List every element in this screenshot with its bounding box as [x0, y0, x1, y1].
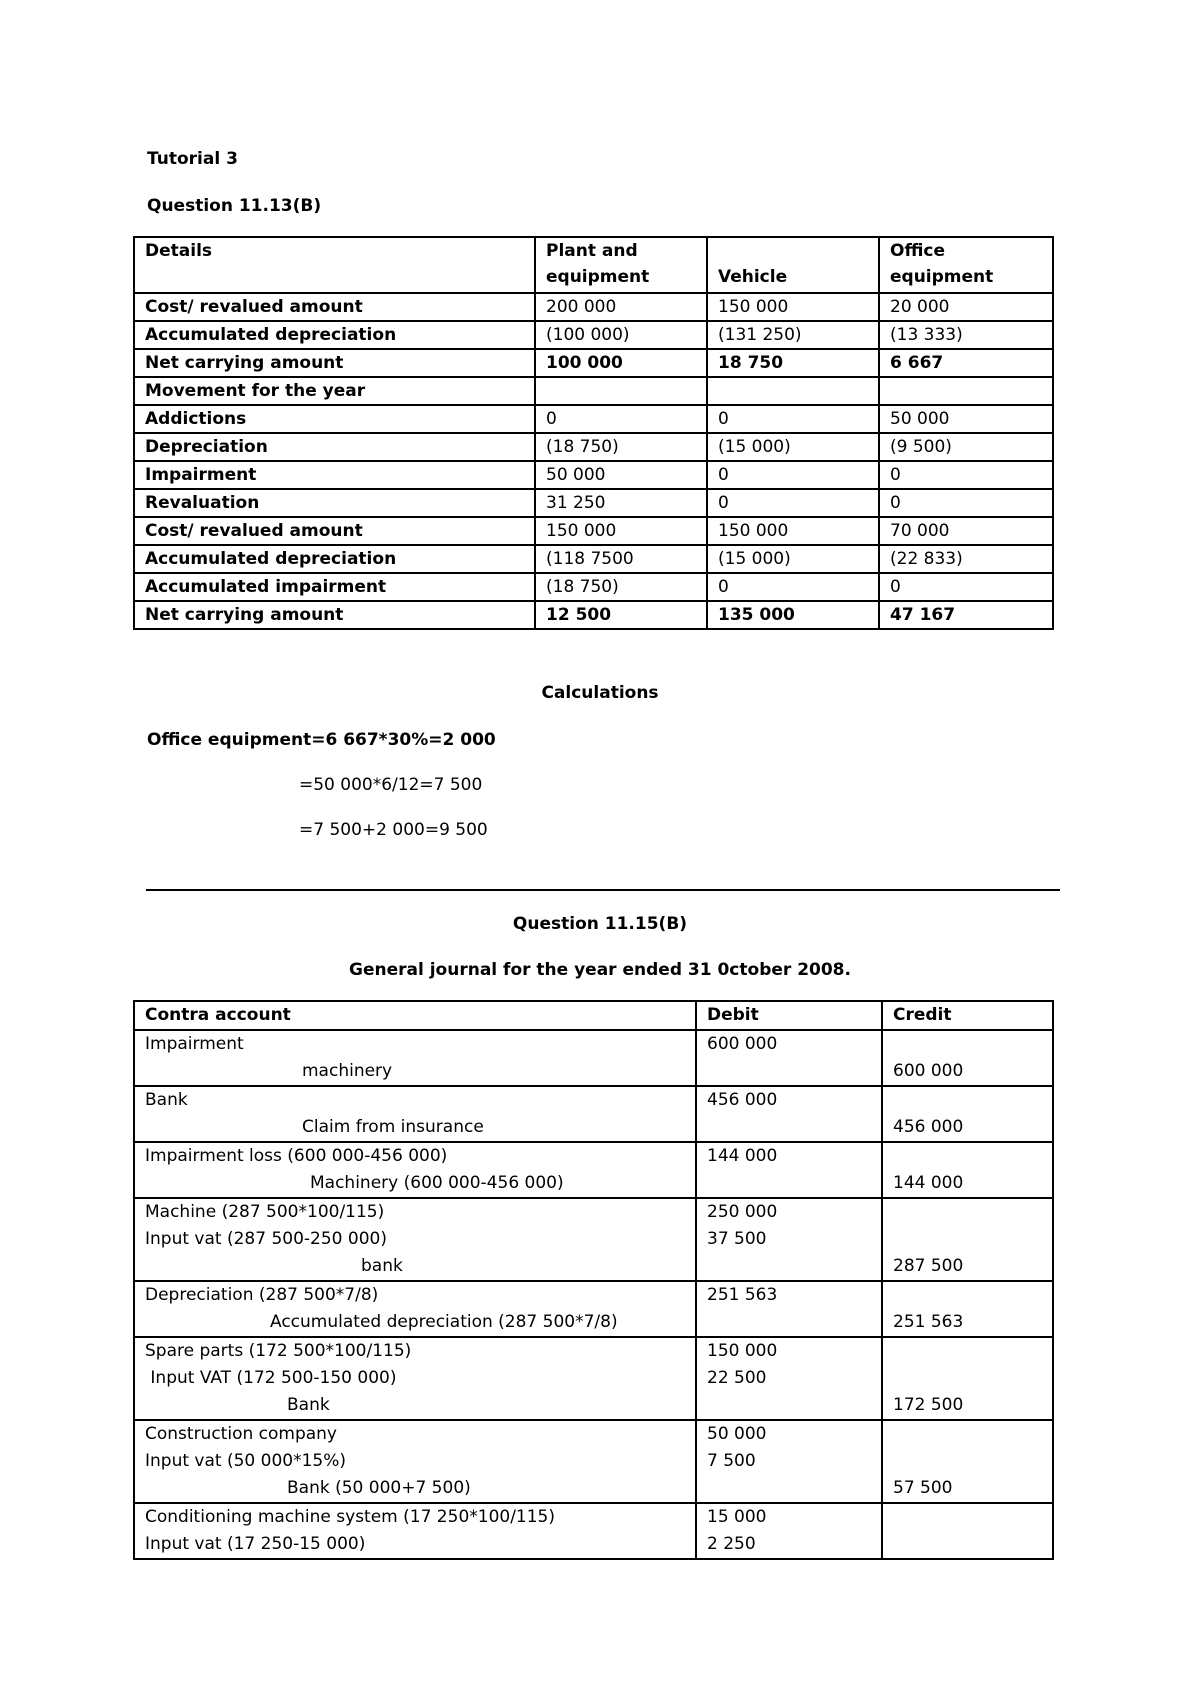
cell-office-equipment: 47 167 — [879, 601, 1053, 629]
journal-account-line: Input vat (287 500-250 000) — [145, 1229, 387, 1249]
cell-credit — [882, 1281, 1053, 1337]
document-title: Tutorial 3 — [147, 149, 238, 169]
section-divider — [146, 889, 1060, 891]
cell-plant-and-equipment: (18 750) — [535, 433, 707, 461]
cell-plant-and-equipment: (18 750) — [535, 573, 707, 601]
cell-office-equipment: 70 000 — [879, 517, 1053, 545]
journal-account-line: Conditioning machine system (17 250*100/115) — [145, 1507, 556, 1527]
journal-account-line: Bank — [145, 1090, 188, 1110]
journal-credit-amount — [893, 1338, 1042, 1365]
cell-plant-and-equipment: 200 000 — [535, 293, 707, 321]
table-row — [134, 601, 1053, 629]
journal-debit-amount: 2 250 — [707, 1534, 756, 1554]
table-row — [134, 377, 1053, 405]
journal-account-line: Input vat (50 000*15%) — [145, 1451, 347, 1471]
header-contra-account: Contra account — [134, 1001, 696, 1030]
journal-credit-amount — [893, 1226, 1042, 1253]
cell-debit — [696, 1337, 882, 1420]
cell-debit — [696, 1030, 882, 1086]
cell-office-equipment: (9 500) — [879, 433, 1053, 461]
journal-account-line: Machine (287 500*100/115) — [145, 1202, 385, 1222]
journal-debit-amount: 150 000 — [707, 1341, 778, 1361]
table-row — [134, 349, 1053, 377]
journal-account-line: Bank — [287, 1395, 330, 1415]
journal-debit-amount: 600 000 — [707, 1034, 778, 1054]
cell-office-equipment: 0 — [879, 573, 1053, 601]
row-label: Net carrying amount — [134, 601, 535, 629]
journal-credit-amount: 251 563 — [893, 1312, 964, 1332]
cell-office-equipment: 0 — [879, 489, 1053, 517]
cell-vehicle: 0 — [707, 489, 879, 517]
journal-debit-amount: 15 000 — [707, 1507, 767, 1527]
row-label: Cost/ revalued amount — [134, 293, 535, 321]
cell-debit — [696, 1198, 882, 1281]
row-label: Net carrying amount — [134, 349, 535, 377]
cell-debit — [696, 1142, 882, 1198]
cell-debit — [696, 1503, 882, 1559]
journal-title: General journal for the year ended 31 0ctober 2008. — [349, 960, 851, 980]
table-row — [134, 545, 1053, 573]
cell-credit — [882, 1503, 1053, 1559]
journal-account-line: Input VAT (172 500-150 000) — [145, 1368, 397, 1388]
general-journal-table — [133, 1000, 1054, 1560]
journal-debit-amount: 22 500 — [707, 1368, 767, 1388]
journal-credit-amount — [893, 1365, 1042, 1392]
journal-account-line: Input vat (17 250-15 000) — [145, 1534, 366, 1554]
journal-credit-amount — [893, 1199, 1042, 1226]
row-label: Accumulated depreciation — [134, 321, 535, 349]
row-label: Impairment — [134, 461, 535, 489]
cell-vehicle: 150 000 — [707, 293, 879, 321]
journal-credit-amount: 144 000 — [893, 1173, 964, 1193]
journal-credit-amount — [893, 1282, 1042, 1309]
cell-vehicle: (15 000) — [707, 545, 879, 573]
question-title-11-15: Question 11.15(B) — [512, 914, 688, 934]
cell-vehicle: 0 — [707, 573, 879, 601]
cell-plant-and-equipment: 150 000 — [535, 517, 707, 545]
cell-debit — [696, 1281, 882, 1337]
journal-credit-amount — [893, 1448, 1042, 1475]
journal-debit-amount — [707, 1058, 871, 1085]
journal-credit-amount — [893, 1031, 1042, 1058]
journal-account-line: Accumulated depreciation (287 500*7/8) — [270, 1312, 618, 1332]
calculation-line: =50 000*6/12=7 500 — [299, 775, 483, 795]
journal-debit-amount — [707, 1114, 871, 1141]
cell-plant-and-equipment: (100 000) — [535, 321, 707, 349]
row-label: Movement for the year — [134, 377, 535, 405]
cell-debit — [696, 1086, 882, 1142]
cell-debit — [696, 1420, 882, 1503]
cell-office-equipment: (13 333) — [879, 321, 1053, 349]
cell-plant-and-equipment: 31 250 — [535, 489, 707, 517]
journal-account-line: Depreciation (287 500*7/8) — [145, 1285, 379, 1305]
cell-office-equipment: 20 000 — [879, 293, 1053, 321]
journal-debit-amount — [707, 1170, 871, 1197]
journal-credit-amount: 600 000 — [893, 1061, 964, 1081]
table-row — [134, 489, 1053, 517]
cell-office-equipment: 0 — [879, 461, 1053, 489]
table-row — [134, 293, 1053, 321]
cell-vehicle: (131 250) — [707, 321, 879, 349]
cell-credit — [882, 1086, 1053, 1142]
cell-office-equipment: 6 667 — [879, 349, 1053, 377]
cell-contra-account — [134, 1142, 696, 1198]
header-details: Details — [134, 237, 535, 293]
cell-plant-and-equipment: 100 000 — [535, 349, 707, 377]
journal-account-line: Impairment — [145, 1034, 244, 1054]
table-row — [134, 433, 1053, 461]
table-row — [134, 461, 1053, 489]
cell-contra-account — [134, 1503, 696, 1559]
cell-contra-account — [134, 1420, 696, 1503]
journal-account-line: bank — [361, 1256, 403, 1276]
cell-contra-account — [134, 1281, 696, 1337]
journal-account-line: Bank (50 000+7 500) — [287, 1478, 471, 1498]
cell-plant-and-equipment: 50 000 — [535, 461, 707, 489]
row-label: Cost/ revalued amount — [134, 517, 535, 545]
journal-credit-amount: 287 500 — [893, 1256, 964, 1276]
journal-credit-amount — [893, 1531, 1042, 1558]
journal-credit-amount — [893, 1087, 1042, 1114]
journal-debit-amount — [707, 1253, 871, 1280]
journal-debit-amount — [707, 1309, 871, 1336]
cell-contra-account — [134, 1337, 696, 1420]
journal-header-row — [134, 1001, 1053, 1030]
cell-vehicle: (15 000) — [707, 433, 879, 461]
journal-entry-row — [134, 1420, 1053, 1503]
journal-account-line: Machinery (600 000-456 000) — [310, 1173, 564, 1193]
table-row — [134, 321, 1053, 349]
journal-credit-amount: 172 500 — [893, 1395, 964, 1415]
calculations-heading: Calculations — [541, 683, 659, 703]
journal-entry-row — [134, 1503, 1053, 1559]
header-vehicle: Vehicle — [707, 237, 879, 293]
row-label: Accumulated depreciation — [134, 545, 535, 573]
row-label: Addictions — [134, 405, 535, 433]
journal-entry-row — [134, 1337, 1053, 1420]
cell-plant-and-equipment — [535, 377, 707, 405]
journal-credit-amount — [893, 1143, 1042, 1170]
header-plant-and-equipment: Plant and equipment — [535, 237, 707, 293]
journal-entry-row — [134, 1086, 1053, 1142]
cell-vehicle — [707, 377, 879, 405]
journal-debit-amount — [707, 1392, 871, 1419]
table-header-row — [134, 237, 1053, 293]
cell-contra-account — [134, 1030, 696, 1086]
table-row — [134, 517, 1053, 545]
header-office-equipment: Office equipment — [879, 237, 1053, 293]
journal-debit-amount — [707, 1475, 871, 1502]
cell-vehicle: 135 000 — [707, 601, 879, 629]
asset-movement-table — [133, 236, 1054, 630]
cell-credit — [882, 1030, 1053, 1086]
table-row — [134, 573, 1053, 601]
journal-entry-row — [134, 1142, 1053, 1198]
journal-debit-amount: 251 563 — [707, 1285, 778, 1305]
row-label: Depreciation — [134, 433, 535, 461]
cell-contra-account — [134, 1086, 696, 1142]
journal-debit-amount: 37 500 — [707, 1229, 767, 1249]
row-label: Revaluation — [134, 489, 535, 517]
cell-office-equipment — [879, 377, 1053, 405]
journal-debit-amount: 456 000 — [707, 1090, 778, 1110]
cell-credit — [882, 1198, 1053, 1281]
journal-debit-amount: 144 000 — [707, 1146, 778, 1166]
cell-office-equipment: 50 000 — [879, 405, 1053, 433]
journal-account-line: Impairment loss (600 000-456 000) — [145, 1146, 448, 1166]
journal-entry-row — [134, 1198, 1053, 1281]
cell-vehicle: 0 — [707, 461, 879, 489]
cell-credit — [882, 1142, 1053, 1198]
cell-plant-and-equipment: (118 7500 — [535, 545, 707, 573]
cell-contra-account — [134, 1198, 696, 1281]
journal-credit-amount — [893, 1504, 1042, 1531]
journal-credit-amount: 57 500 — [893, 1478, 953, 1498]
calculation-line: =7 500+2 000=9 500 — [299, 820, 488, 840]
header-credit: Credit — [882, 1001, 1053, 1030]
cell-credit — [882, 1420, 1053, 1503]
journal-account-line: Construction company — [145, 1424, 337, 1444]
journal-debit-amount: 50 000 — [707, 1424, 767, 1444]
journal-credit-amount — [893, 1421, 1042, 1448]
cell-office-equipment: (22 833) — [879, 545, 1053, 573]
cell-vehicle: 18 750 — [707, 349, 879, 377]
cell-plant-and-equipment: 0 — [535, 405, 707, 433]
row-label: Accumulated impairment — [134, 573, 535, 601]
journal-debit-amount: 250 000 — [707, 1202, 778, 1222]
cell-credit — [882, 1337, 1053, 1420]
header-debit: Debit — [696, 1001, 882, 1030]
cell-plant-and-equipment: 12 500 — [535, 601, 707, 629]
cell-vehicle: 0 — [707, 405, 879, 433]
journal-credit-amount: 456 000 — [893, 1117, 964, 1137]
question-title-11-13: Question 11.13(B) — [147, 196, 322, 216]
journal-account-line: machinery — [302, 1061, 393, 1081]
journal-entry-row — [134, 1281, 1053, 1337]
journal-entry-row — [134, 1030, 1053, 1086]
journal-account-line: Claim from insurance — [302, 1117, 484, 1137]
calculation-line: Office equipment=6 667*30%=2 000 — [147, 730, 496, 750]
cell-vehicle: 150 000 — [707, 517, 879, 545]
journal-account-line: Spare parts (172 500*100/115) — [145, 1341, 412, 1361]
journal-debit-amount: 7 500 — [707, 1451, 756, 1471]
table-row — [134, 405, 1053, 433]
